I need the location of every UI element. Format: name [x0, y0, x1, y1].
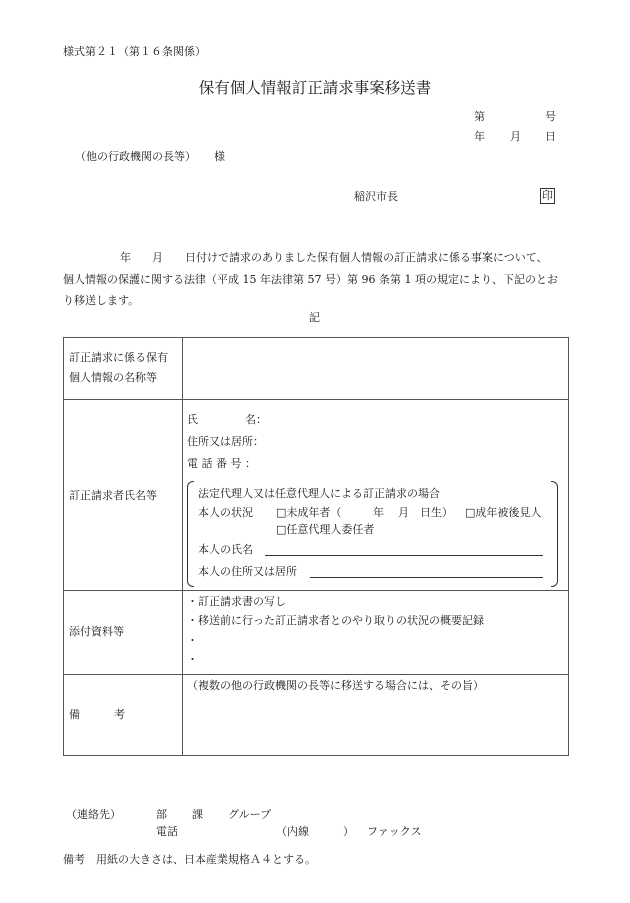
remarks-note: （複数の他の行政機関の長等に移送する場合には、その旨）	[187, 679, 484, 692]
row-divider	[63, 674, 568, 675]
attachment-item: ・訂正請求書の写し	[187, 595, 286, 608]
agent-heading: 法定代理人又は任意代理人による訂正請求の場合	[198, 487, 440, 500]
minor-checkbox[interactable]: □未成年者（	[276, 506, 342, 519]
extension-label: （内線	[276, 825, 309, 838]
group-label: グループ	[228, 808, 272, 821]
row-divider	[63, 590, 568, 591]
paper-size-remark: 備考 用紙の大きさは、日本産業規格Ａ４とする。	[63, 853, 316, 866]
page-title: 保有個人情報訂正請求事案移送書	[198, 79, 432, 97]
ki-heading: 記	[309, 311, 320, 324]
form-number: 様式第２１（第１６条関係）	[63, 45, 206, 58]
name-label: 名：	[245, 413, 267, 426]
extension-close: ）	[343, 825, 354, 838]
number-suffix: 号	[545, 110, 556, 123]
principal-address-label: 本人の住所又は居所	[198, 565, 297, 578]
row3-label: 添付資料等	[69, 625, 124, 638]
status-label: 本人の状況	[198, 506, 253, 519]
principal-name-field[interactable]	[265, 555, 543, 556]
body-line-3: り移送します。	[63, 294, 140, 307]
sender: 稲沢市長	[354, 190, 398, 203]
date-year: 年	[474, 130, 485, 143]
attachment-item: ・移送前に行った訂正請求者とのやり取りの状況の概要記録	[187, 614, 484, 627]
voluntary-agent-checkbox[interactable]: □任意代理人委任者	[276, 523, 375, 536]
minor-month: 月	[398, 506, 409, 519]
honorific: 様	[214, 150, 225, 163]
bracket-right	[551, 481, 558, 587]
name-label: 氏	[187, 413, 198, 426]
row1-label: 訂正請求に係る保有	[69, 351, 168, 364]
date-day: 日	[545, 130, 556, 143]
seal-mark: 印	[542, 189, 553, 202]
fax-label: ファックス	[367, 825, 422, 838]
row-divider	[63, 399, 568, 400]
dept-label: 部	[156, 808, 167, 821]
attachment-item: ・	[187, 653, 198, 666]
adult-ward-checkbox[interactable]: □成年被後見人	[465, 506, 542, 519]
body-year: 年	[120, 251, 131, 264]
section-label: 課	[192, 808, 203, 821]
addressee: （他の行政機関の長等）	[75, 150, 196, 163]
number-prefix: 第	[474, 110, 485, 123]
body-line-2: 個人情報の保護に関する法律（平成 15 年法律第 57 号）第 96 条第 1 項の規定により、下記のとお	[63, 273, 558, 286]
principal-name-label: 本人の氏名	[198, 543, 253, 556]
minor-year: 年	[373, 506, 384, 519]
body-month: 月	[152, 251, 163, 264]
date-month: 月	[510, 130, 521, 143]
row2-label: 訂正請求者氏名等	[69, 489, 157, 502]
principal-address-field[interactable]	[310, 577, 543, 578]
bracket-left	[187, 481, 194, 587]
body-line-1: 日付けで請求のありました保有個人情報の訂正請求に係る事案について、	[185, 251, 548, 264]
phone-label: 電話	[156, 825, 178, 838]
contact-label: （連絡先）	[66, 808, 121, 821]
row4-label: 考	[114, 708, 125, 721]
row4-label: 備	[69, 708, 80, 721]
minor-day: 日生）	[420, 506, 453, 519]
row1-label: 個人情報の名称等	[69, 371, 157, 384]
phone-label: 電 話 番 号 ：	[187, 457, 256, 470]
attachment-item: ・	[187, 634, 198, 647]
address-label: 住所又は居所：	[187, 435, 264, 448]
